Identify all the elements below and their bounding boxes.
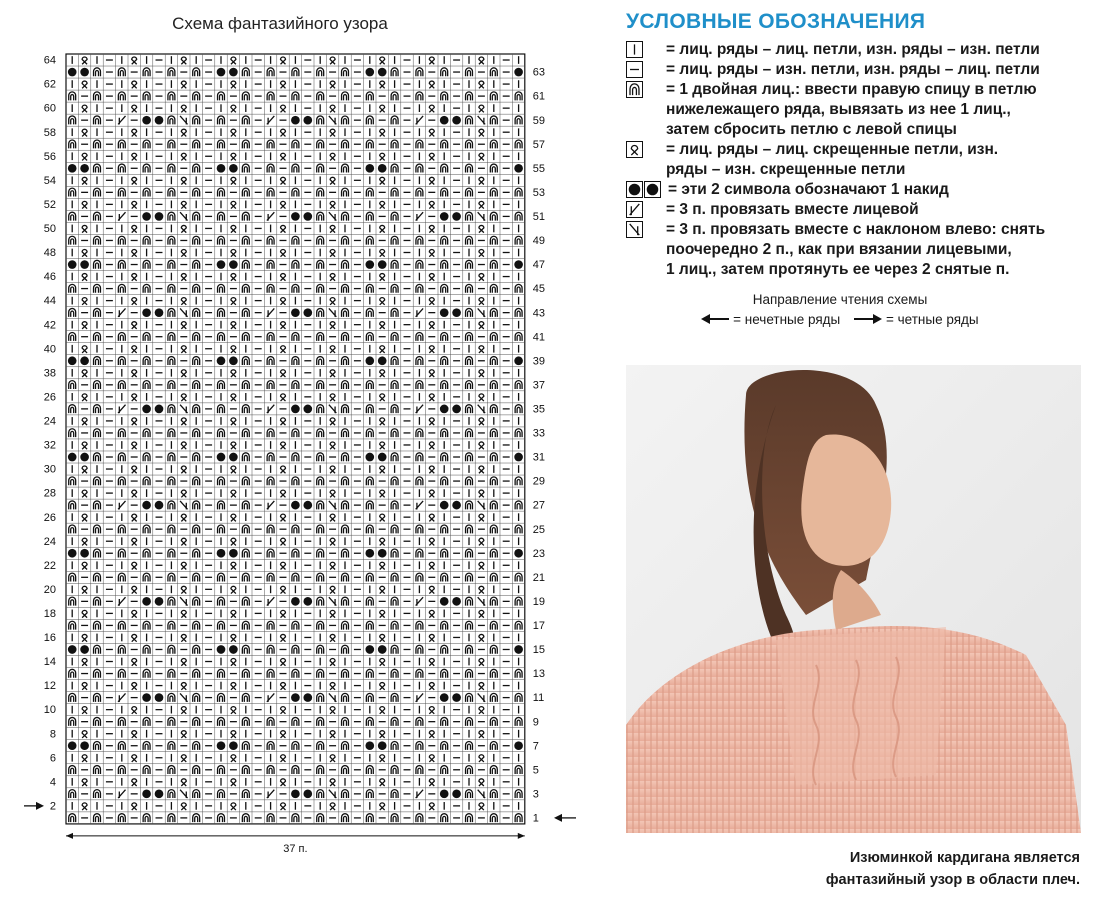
row-number-left: 32 (43, 439, 56, 452)
row-number-right: 11 (532, 692, 545, 705)
row-number-left: 10 (43, 704, 56, 717)
legend-item (626, 80, 1096, 140)
row-number-left: 30 (43, 463, 56, 476)
row-number-right: 1 (532, 812, 539, 825)
legend-text-line: = лиц. ряды – лиц. петли, изн. ряды – изн. петли (666, 41, 1040, 58)
legend-item (626, 60, 1096, 80)
caption-line-1: Изюминкой кардигана является (849, 850, 1080, 866)
purl-icon (626, 61, 643, 78)
k3tog-icon (626, 201, 643, 218)
row-number-left: 20 (43, 583, 56, 596)
row-number-left: 16 (43, 632, 56, 645)
row-number-right: 5 (532, 764, 539, 777)
row-number-left: 38 (43, 367, 56, 380)
knit-icon (626, 41, 643, 58)
row-number-left: 44 (43, 295, 56, 308)
row-number-left: 62 (43, 78, 56, 91)
row-number-right: 9 (532, 716, 539, 729)
row-number-left: 56 (43, 150, 56, 163)
row-number-right: 53 (532, 186, 546, 199)
row-number-right: 63 (532, 66, 546, 79)
legend-text-line: = 3 п. провязать вместе лицевой (666, 201, 919, 218)
photo-caption (826, 847, 1080, 891)
even-rows-label: = четные ряды (886, 312, 979, 327)
direction-title: Направление чтения схемы (752, 292, 928, 307)
legend-text-line: = лиц. ряды – лиц. скрещенные петли, изн. (666, 141, 999, 158)
legend-item (626, 220, 1096, 280)
row-number-right: 31 (532, 451, 546, 464)
legend-text-line: нижележащего ряда, вывязать из нее 1 лиц., (666, 101, 1011, 118)
odd-rows-label: = нечетные ряды (733, 312, 841, 327)
legend-text-line: 1 лиц., затем протянуть ее через 2 снятые п. (666, 261, 1010, 278)
row-number-right: 45 (532, 283, 546, 296)
row-number-left: 24 (43, 535, 56, 548)
row-number-left: 18 (43, 608, 56, 621)
row-number-right: 37 (532, 379, 546, 392)
legend-text-line: затем сбросить петлю с левой спицы (666, 121, 957, 138)
row-number-right: 29 (532, 475, 546, 488)
row-number-right: 27 (532, 499, 546, 512)
row-number-right: 59 (532, 114, 546, 127)
row-number-left: 26 (43, 391, 56, 404)
arrow-left-icon (701, 314, 729, 324)
legend-item (626, 140, 1096, 180)
crossed-knit-icon (626, 141, 643, 158)
stitch-count-label: 37 п. (283, 842, 308, 855)
legend-text-line: = 3 п. провязать вместе с наклоном влево: снять (666, 221, 1046, 238)
row-number-left: 64 (43, 54, 56, 67)
row-number-right: 15 (532, 644, 546, 657)
row-number-left: 60 (43, 102, 56, 115)
knitted-cardigan-photo (626, 365, 1081, 833)
row-number-left: 6 (49, 752, 56, 765)
legend (626, 40, 1096, 280)
legend-item (626, 200, 1096, 220)
row-number-left: 4 (49, 776, 56, 789)
row-number-right: 55 (532, 162, 546, 175)
legend-title: УСЛОВНЫЕ ОБОЗНАЧЕНИЯ (626, 10, 926, 33)
row-number-left: 8 (49, 728, 56, 741)
yarn-over-icon (626, 181, 662, 198)
row-number-right: 47 (532, 259, 546, 272)
row-number-right: 19 (532, 595, 546, 608)
row-number-left: 50 (43, 223, 56, 236)
legend-text-line: ряды – изн. скрещенные петли (666, 161, 906, 178)
row-number-right: 41 (532, 331, 546, 344)
row-number-left: 40 (43, 343, 56, 356)
row-number-left: 22 (43, 559, 56, 572)
row-number-right: 3 (532, 788, 539, 801)
row-number-right: 17 (532, 620, 546, 633)
start-arrow-left-head (36, 802, 44, 810)
row-number-right: 49 (532, 235, 546, 248)
legend-text-line: = лиц. ряды – изн. петли, изн. ряды – лиц. петли (666, 61, 1040, 78)
row-number-left: 28 (43, 487, 56, 500)
row-number-left: 26 (43, 511, 56, 524)
row-number-left: 12 (43, 680, 56, 693)
legend-text-line: = 1 двойная лиц.: ввести правую спицу в петлю (666, 81, 1037, 98)
row-number-left: 48 (43, 247, 56, 260)
arrow-right-icon (854, 314, 882, 324)
legend-text-line: = эти 2 символа обозначают 1 накид (668, 181, 949, 198)
row-number-right: 21 (532, 571, 546, 584)
reading-direction (690, 292, 990, 327)
row-number-right: 7 (532, 740, 539, 753)
start-arrow-right-head (554, 814, 562, 822)
row-number-right: 51 (532, 211, 546, 224)
row-number-right: 23 (532, 547, 546, 560)
row-number-right: 33 (532, 427, 546, 440)
even-rows-note (854, 312, 978, 327)
legend-text-line: поочередно 2 п., как при вязании лицевыми, (666, 241, 1012, 258)
row-number-left: 42 (43, 319, 56, 332)
row-number-left: 54 (43, 174, 56, 187)
row-number-right: 39 (532, 355, 546, 368)
caption-line-2: фантазийный узор в области плеч. (825, 872, 1080, 888)
row-number-right: 25 (532, 523, 546, 536)
row-number-left: 2 (49, 800, 56, 813)
row-number-right: 13 (532, 668, 546, 681)
row-number-left: 14 (43, 656, 56, 669)
legend-item (626, 40, 1096, 60)
chart-title: Схема фантазийного узора (172, 14, 388, 33)
double-knit-icon (626, 81, 643, 98)
odd-rows-note (701, 312, 840, 327)
sk2p-icon (626, 221, 643, 238)
row-number-right: 57 (532, 138, 546, 151)
row-number-left: 46 (43, 271, 56, 284)
row-number-right: 35 (532, 403, 546, 416)
row-number-left: 58 (43, 126, 56, 139)
row-number-left: 52 (43, 198, 56, 211)
row-number-right: 61 (532, 90, 546, 103)
row-number-left: 24 (43, 415, 56, 428)
legend-item (626, 180, 1096, 200)
row-number-right: 43 (532, 307, 546, 320)
